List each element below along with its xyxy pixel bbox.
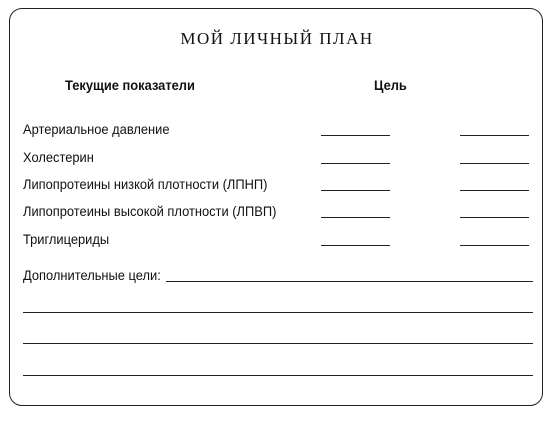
current-values-header: Текущие показатели (65, 77, 195, 93)
row-label-cholesterol: Холестерин (23, 149, 94, 165)
goal-value-field[interactable] (460, 217, 529, 218)
personal-plan-card (9, 8, 543, 406)
additional-goals-line[interactable] (23, 312, 533, 313)
additional-goals-label: Дополнительные цели: (23, 267, 161, 283)
current-value-field[interactable] (321, 217, 390, 218)
row-label-ldl: Липопротеины низкой плотности (ЛПНП) (23, 176, 268, 192)
goal-value-field[interactable] (460, 245, 529, 246)
current-value-field[interactable] (321, 135, 390, 136)
goal-value-field[interactable] (460, 190, 529, 191)
goal-value-field[interactable] (460, 163, 529, 164)
additional-goals-line[interactable] (23, 343, 533, 344)
goal-value-field[interactable] (460, 135, 529, 136)
plan-title: МОЙ ЛИЧНЫЙ ПЛАН (180, 29, 374, 48)
row-label-blood-pressure: Артериальное давление (23, 121, 170, 137)
row-label-triglycerides: Триглицериды (23, 231, 110, 247)
goal-header: Цель (374, 77, 407, 93)
row-label-hdl: Липопротеины высокой плотности (ЛПВП) (23, 203, 277, 219)
additional-goals-line[interactable] (23, 375, 533, 376)
additional-goals-line[interactable] (166, 281, 533, 282)
current-value-field[interactable] (321, 163, 390, 164)
current-value-field[interactable] (321, 190, 390, 191)
current-value-field[interactable] (321, 245, 390, 246)
